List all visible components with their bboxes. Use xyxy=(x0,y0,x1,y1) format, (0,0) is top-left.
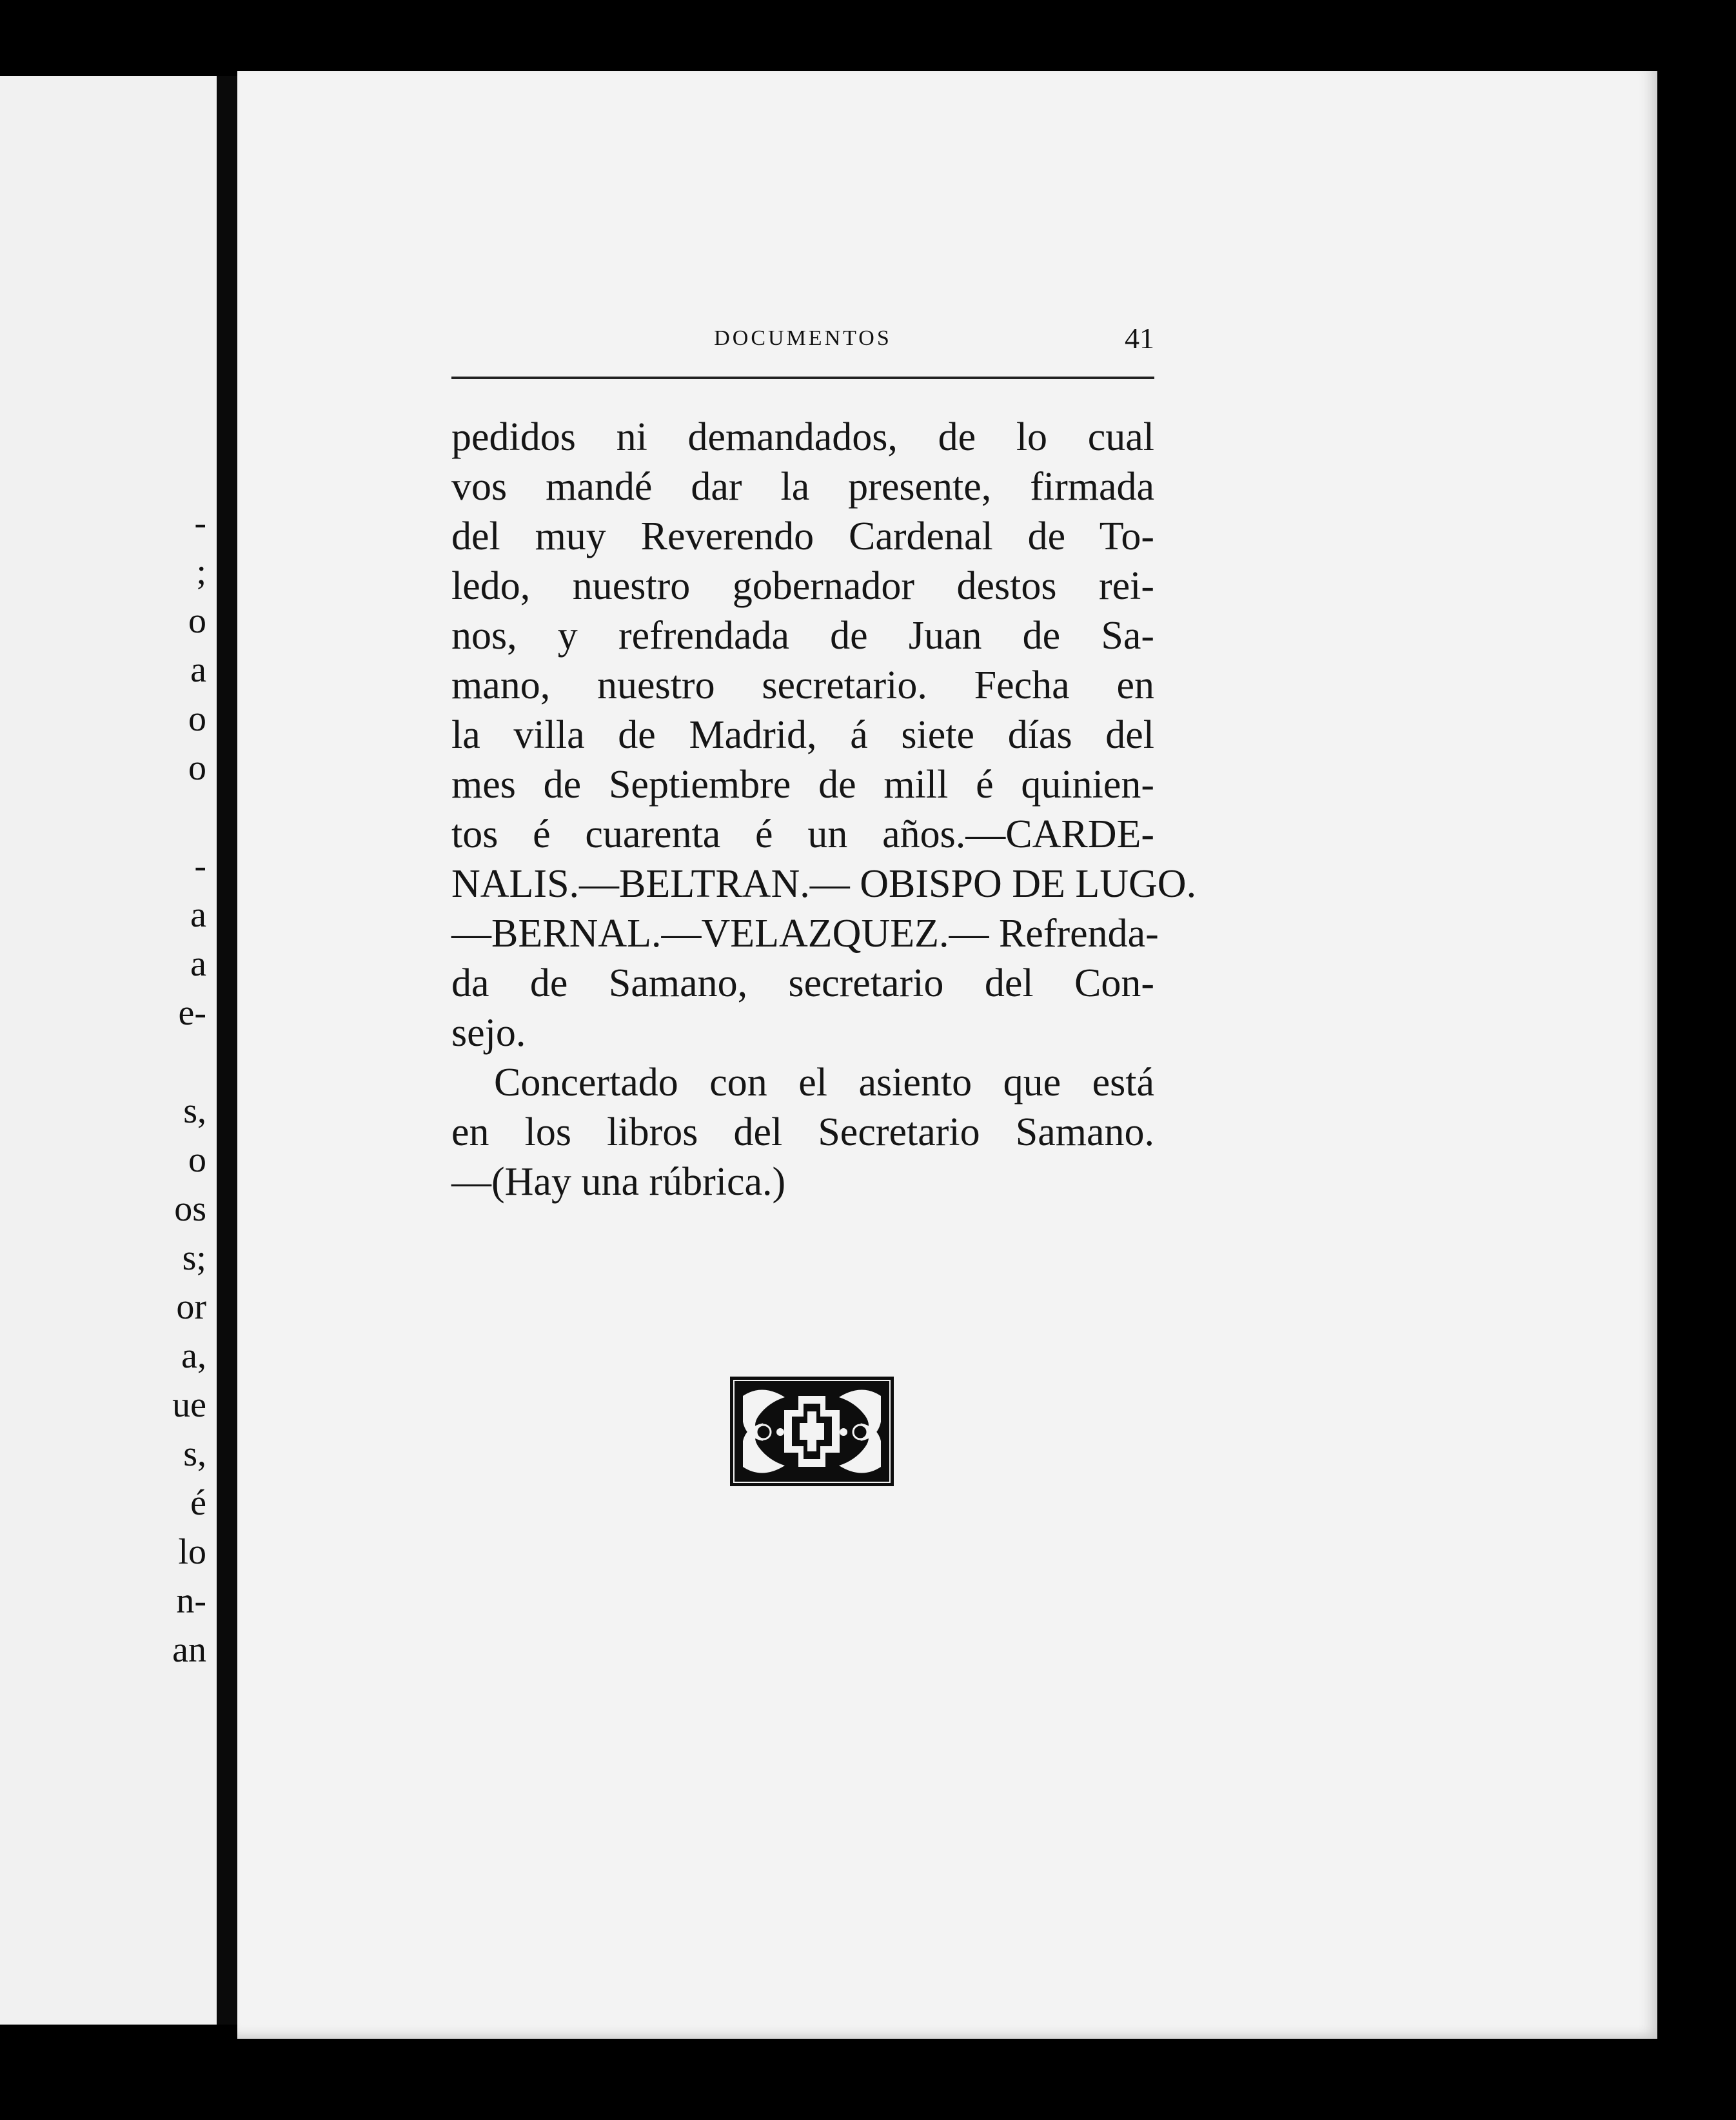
left-fragment: - xyxy=(194,503,206,543)
left-fragment: o xyxy=(188,601,206,641)
running-head xyxy=(451,322,1154,371)
header-rule xyxy=(451,377,1154,379)
ornament-icon xyxy=(730,1377,894,1486)
text-line: nos, y refrendada de Juan de Sa- xyxy=(451,614,1154,658)
running-head-title: DOCUMENTOS xyxy=(714,326,892,350)
text-line: sejo. xyxy=(451,1011,526,1055)
left-fragment: a, xyxy=(181,1336,206,1376)
left-fragment: s, xyxy=(183,1434,206,1474)
left-fragment: a xyxy=(190,895,206,935)
left-fragment: a xyxy=(190,944,206,984)
text-line: ledo, nuestro gobernador destos rei- xyxy=(451,564,1154,608)
left-fragment: lo xyxy=(178,1532,206,1572)
left-fragment: a xyxy=(190,650,206,690)
left-fragment: s, xyxy=(183,1091,206,1131)
left-fragment: o xyxy=(188,1140,206,1180)
text-line: mano, nuestro secretario. Fecha en xyxy=(451,663,1154,707)
text-line: vos mandé dar la presente, firmada xyxy=(451,465,1154,509)
text-line: —(Hay una rúbrica.) xyxy=(451,1160,786,1204)
body-text xyxy=(451,413,1197,1207)
left-fragment: o xyxy=(188,699,206,739)
text-line: da de Samano, secretario del Con- xyxy=(451,961,1154,1005)
left-fragment: or xyxy=(176,1287,206,1327)
text-line: Concertado con el asiento que está xyxy=(494,1061,1154,1104)
page-number: 41 xyxy=(1125,322,1154,355)
text-line: tos é cuarenta é un años.—CARDE- xyxy=(451,812,1154,856)
left-fragment: an xyxy=(172,1630,206,1670)
left-fragment: s; xyxy=(182,1238,206,1278)
facing-page-left xyxy=(0,76,217,2025)
left-fragment: é xyxy=(190,1483,206,1523)
text-line: NALIS.—BELTRAN.— OBISPO DE LUGO. xyxy=(451,862,1197,906)
left-fragment: - xyxy=(194,846,206,886)
document-page xyxy=(237,71,1657,2039)
text-line: —BERNAL.—VELAZQUEZ.— Refrenda- xyxy=(451,912,1159,956)
left-fragment: o xyxy=(188,748,206,788)
text-line: pedidos ni demandados, de lo cual xyxy=(451,415,1154,459)
left-fragment: n- xyxy=(176,1581,206,1621)
left-fragment: os xyxy=(174,1189,206,1229)
text-line: del muy Reverendo Cardenal de To- xyxy=(451,515,1154,558)
text-line: la villa de Madrid, á siete días del xyxy=(451,713,1154,757)
left-fragment: e- xyxy=(178,993,206,1033)
text-line: mes de Septiembre de mill é quinien- xyxy=(451,763,1154,807)
book-gutter xyxy=(217,76,237,2025)
left-fragment: ; xyxy=(196,552,206,592)
text-line: en los libros del Secretario Samano. xyxy=(451,1110,1154,1154)
left-fragment: ue xyxy=(172,1385,206,1425)
